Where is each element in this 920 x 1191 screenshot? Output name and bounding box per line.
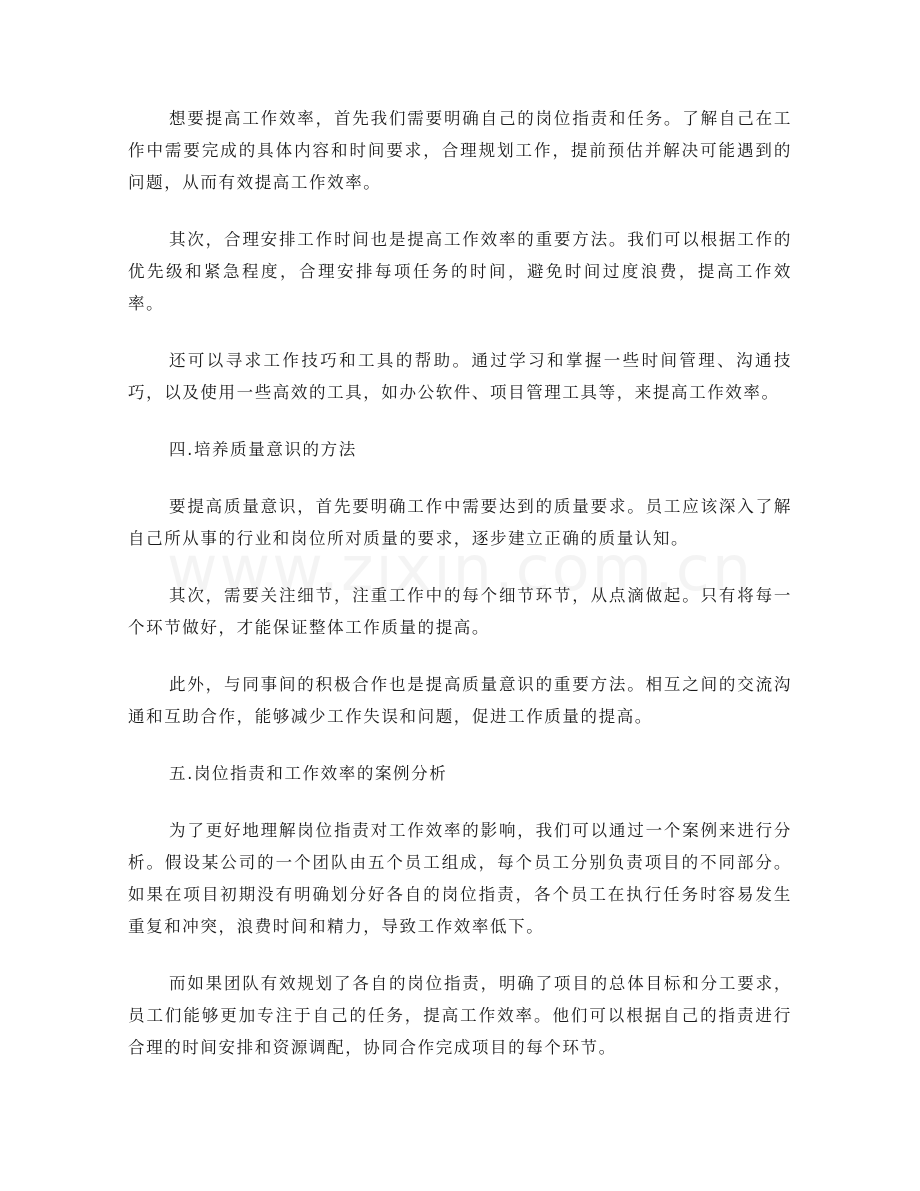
body-paragraph-1: 想要提高工作效率，首先我们需要明确自己的岗位指责和任务。了解自己在工作中需要完成的具体内容和时间要求，合理规划工作，提前预估并解决可能遇到的问题，从而有效提高工作效率。 xyxy=(128,109,792,192)
section-heading-5: 五.岗位指责和工作效率的案例分析 xyxy=(169,764,448,783)
body-paragraph-3: 还可以寻求工作技巧和工具的帮助。通过学习和掌握一些时间管理、沟通技巧，以及使用一些高效的工具，如办公软件、项目管理工具等，来提高工作效率。 xyxy=(128,351,792,402)
body-paragraph-7: 为了更好地理解岗位指责对工作效率的影响，我们可以通过一个案例来进行分析。假设某公司的一个团队由五个员工组成，每个员工分别负责项目的不同部分。如果在项目初期没有明确划分好各自的岗位指责，各个员工在执行任务时容易发生重复和冲突，浪费时间和精力，导致工作效率低下。 xyxy=(128,821,792,936)
section-heading-4: 四.培养质量意识的方法 xyxy=(169,440,357,459)
body-paragraph-8: 而如果团队有效规划了各自的岗位指责，明确了项目的总体目标和分工要求，员工们能够更加专注于自己的任务，提高工作效率。他们可以根据自己的指责进行合理的时间安排和资源调配，协同合作完成项目的每个环节。 xyxy=(128,974,792,1057)
body-paragraph-2: 其次，合理安排工作时间也是提高工作效率的重要方法。我们可以根据工作的优先级和紧急程度，合理安排每项任务的时间，避免时间过度浪费，提高工作效率。 xyxy=(128,230,792,313)
body-paragraph-5: 其次，需要关注细节，注重工作中的每个细节环节，从点滴做起。只有将每一个环节做好，才能保证整体工作质量的提高。 xyxy=(128,586,792,637)
body-paragraph-6: 此外，与同事间的积极合作也是提高质量意识的重要方法。相互之间的交流沟通和互助合作，能够减少工作失误和问题，促进工作质量的提高。 xyxy=(128,675,792,726)
document-body xyxy=(128,103,792,1064)
body-paragraph-4: 要提高质量意识，首先要明确工作中需要达到的质量要求。员工应该深入了解自己所从事的行业和岗位所对质量的要求，逐步建立正确的质量认知。 xyxy=(128,497,792,548)
